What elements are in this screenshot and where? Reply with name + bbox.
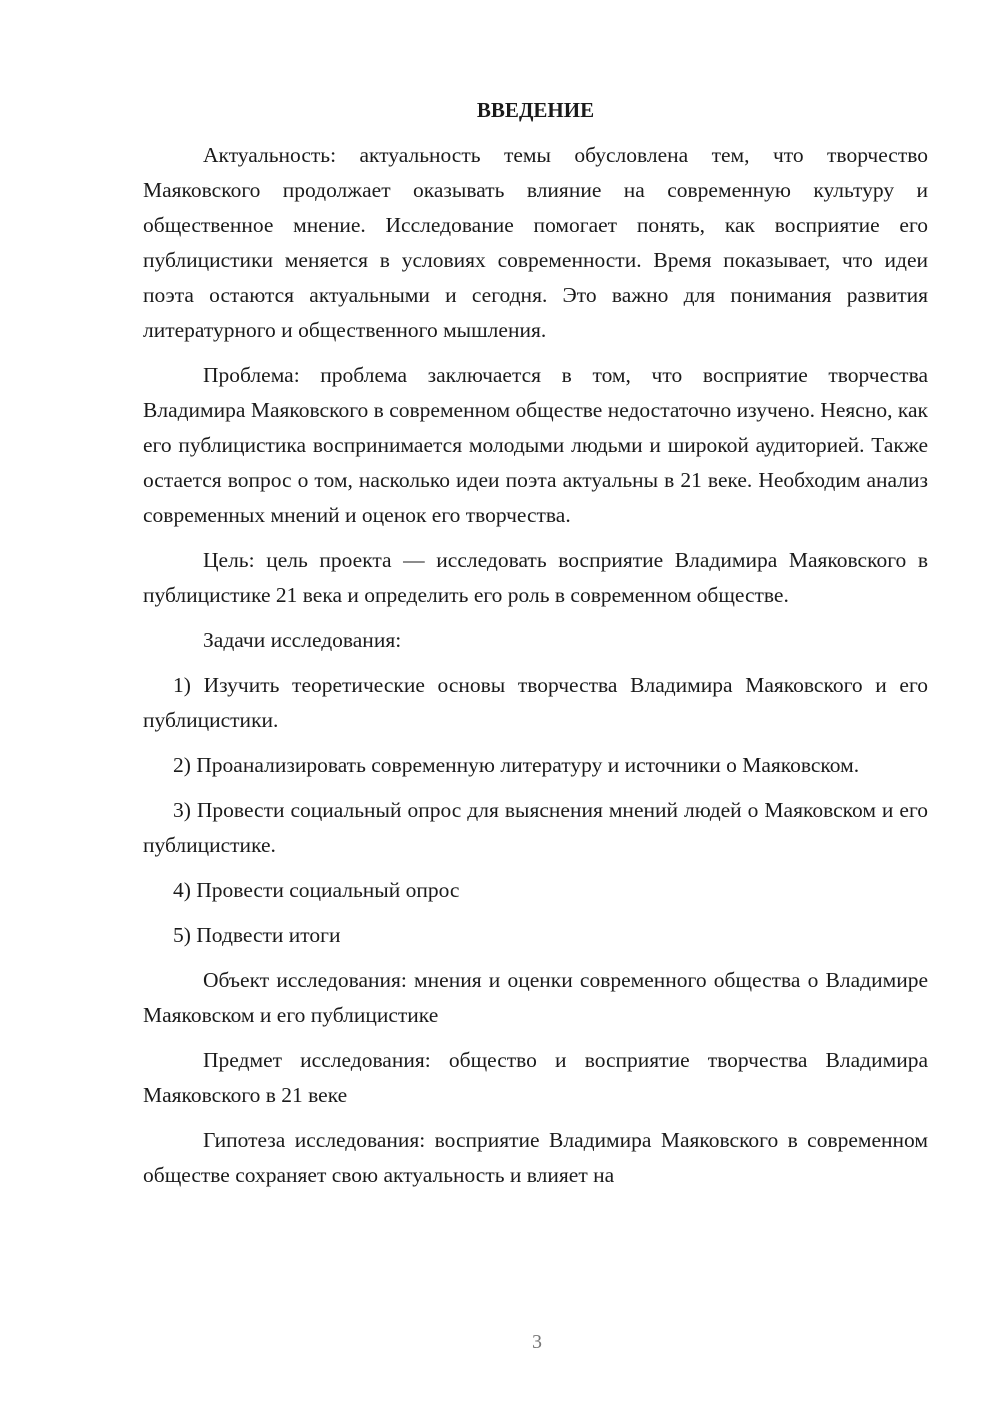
paragraph-relevance: Актуальность: актуальность темы обусловлена тем, что творчество Маяковского продолжает оказывать влияние на современную культуру и общественное мнение. Исследование помогает понять, как восприятие его публицистики меняется в условиях современности. Время показывает, что идеи поэта остаются актуальными и сегодня. Это важно для понимания развития литературного и общественного мышления. [143, 143, 928, 342]
task-item-4: 4) Провести социальный опрос [173, 878, 460, 902]
task-item-2: 2) Проанализировать современную литературу и источники о Маяковском. [173, 753, 860, 777]
paragraph-tasks-heading: Задачи исследования: [203, 628, 402, 652]
task-item-5: 5) Подвести итоги [173, 923, 341, 947]
paragraph-subject: Предмет исследования: общество и восприятие творчества Владимира Маяковского в 21 веке [143, 1048, 928, 1107]
task-item-1: 1) Изучить теоретические основы творчества Владимира Маяковского и его публицистики. [143, 673, 928, 732]
paragraph-goal: Цель: цель проекта — исследовать восприятие Владимира Маяковского в публицистике 21 века и определить его роль в современном обществе. [143, 548, 928, 607]
page-number: 3 [532, 1331, 542, 1353]
page-title: ВВЕДЕНИЕ [476, 98, 595, 122]
paragraph-problem: Проблема: проблема заключается в том, что восприятие творчества Владимира Маяковского в современном обществе недостаточно изучено. Неясно, как его публицистика воспринимается молодыми людьми и широкой аудиторией. Также остается вопрос о том, насколько идеи поэта актуальны в 21 веке. Необходим анализ современных мнений и оценок его творчества. [143, 363, 928, 527]
paragraph-object: Объект исследования: мнения и оценки современного общества о Владимире Маяковском и его публицистике [143, 968, 928, 1027]
task-item-3: 3) Провести социальный опрос для выяснения мнений людей о Маяковском и его публицистике. [143, 798, 928, 857]
paragraph-hypothesis: Гипотеза исследования: восприятие Владимира Маяковского в современном обществе сохраняет свою актуальность и влияет на [143, 1128, 928, 1187]
document-page [143, 97, 928, 1193]
